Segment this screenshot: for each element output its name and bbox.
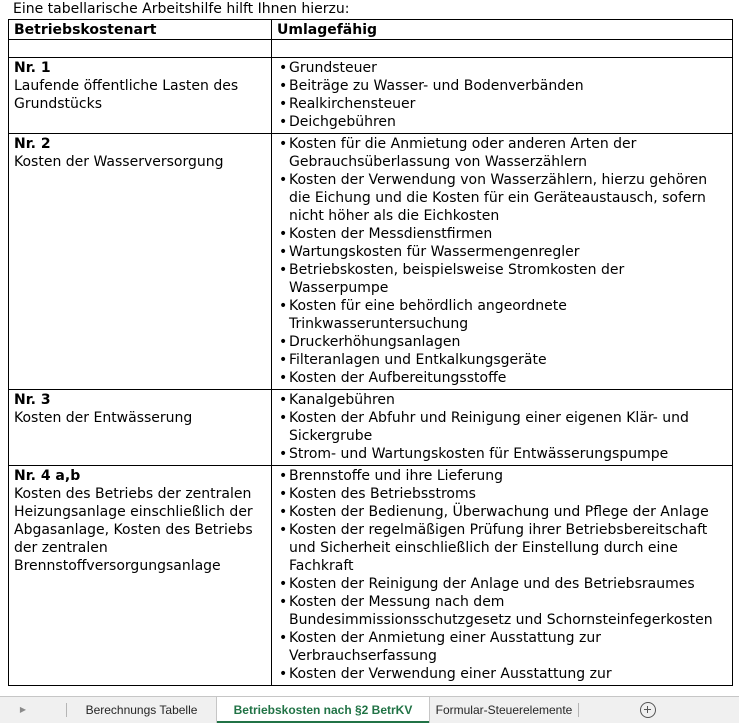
list-item: • Brennstoffe und ihre Lieferung [279,467,728,485]
list-item: • Kosten der Verwendung einer Ausstattung zur [279,665,728,683]
list-item: • Realkirchensteuer [279,95,728,113]
list-item: • Kanalgebühren [279,391,728,409]
list-item: • Grundsteuer [279,59,728,77]
row-number: Nr. 4 a,b [14,468,81,484]
list-item: • Druckerhöhungsanlagen [279,333,728,351]
list-item: • Beiträge zu Wasser- und Bodenverbänden [279,77,728,95]
table-row [9,466,733,686]
list-item: • Kosten der Reinigung der Anlage und des Betriebsraumes [279,575,728,593]
table-header-row [9,20,733,40]
list-item: • Filteranlagen und Entkalkungsgeräte [279,351,728,369]
allocatable-cell[interactable] [272,466,733,686]
list-item: • Kosten für die Anmietung oder anderen Arten der Gebrauchsüberlassung von Wasserzählern [279,135,728,171]
list-item: • Kosten der Abfuhr und Reinigung einer eigenen Klär- und Sickergrube [279,409,728,445]
column-header-cost-type[interactable]: Betriebskostenart [9,20,272,40]
table-row [9,58,733,134]
list-item: • Deichgebühren [279,113,728,131]
allocatable-cell[interactable] [272,58,733,134]
tab-betriebskosten[interactable]: Betriebskosten nach §2 BetrKV [217,697,429,723]
list-item: • Kosten der Messdienstfirmen [279,225,728,243]
list-item: • Kosten der Bedienung, Überwachung und Pflege der Anlage [279,503,728,521]
tab-berechnungs-tabelle[interactable]: Berechnungs Tabelle [85,703,198,717]
triangle-right-icon[interactable]: ▶ [19,705,27,714]
list-item: • Kosten für eine behördlich angeordnete Trinkwasseruntersuchung [279,297,728,333]
list-item: • Kosten der Aufbereitungsstoffe [279,369,728,387]
tab-formular-steuerelemente[interactable]: Formular-Steuerelemente [435,703,573,717]
table-row [9,134,733,390]
column-header-allocatable[interactable]: Umlagefähig [272,20,733,40]
list-item: • Kosten der Verwendung von Wasserzählern, hierzu gehören die Eichung und die Kosten für ein Geräteaustausch, sofern nicht höher als die Eichkosten [279,171,728,225]
empty-cell[interactable] [9,40,272,58]
cost-type-title: Kosten der Wasserversorgung [14,154,224,170]
list-item: • Betriebskosten, beispielsweise Stromkosten der Wasserpumpe [279,261,728,297]
operating-costs-table [8,19,733,686]
cost-type-title: Laufende öffentliche Lasten des Grundstücks [14,78,239,112]
row-number: Nr. 2 [14,136,51,152]
allocatable-cell[interactable] [272,390,733,466]
list-item: • Strom- und Wartungskosten für Entwässerungspumpe [279,445,728,463]
intro-text: Eine tabellarische Arbeitshilfe hilft Ihnen hierzu: [13,1,350,17]
list-item: • Kosten der Anmietung einer Ausstattung zur Verbrauchserfassung [279,629,728,665]
tab-divider [578,703,579,717]
cost-type-title: Kosten der Entwässerung [14,410,193,426]
empty-cell[interactable] [272,40,733,58]
list-item: • Wartungskosten für Wassermengenregler [279,243,728,261]
allocatable-cell[interactable] [272,134,733,390]
row-number: Nr. 1 [14,60,51,76]
list-item: • Kosten der regelmäßigen Prüfung ihrer Betriebsbereitschaft und Sicherheit einschließlich der Einstellung durch eine Fachkraft [279,521,728,575]
empty-row [9,40,733,58]
cost-type-title: Kosten des Betriebs der zentralen Heizungsanlage einschließlich der Abgasanlage, Kosten des Betriebs der zentralen Brennstoffversorgungsanlage [14,486,253,574]
cost-type-cell[interactable] [9,390,272,466]
list-item: • Kosten der Messung nach dem Bundesimmissionsschutzgesetz und Schornsteinfegerkosten [279,593,728,629]
cost-type-cell[interactable] [9,466,272,686]
cost-type-cell[interactable] [9,58,272,134]
cost-type-cell[interactable] [9,134,272,390]
plus-circle-icon[interactable] [640,702,656,718]
row-number: Nr. 3 [14,392,51,408]
sheet-tab-bar [0,696,739,723]
table-row [9,390,733,466]
list-item: • Kosten des Betriebsstroms [279,485,728,503]
